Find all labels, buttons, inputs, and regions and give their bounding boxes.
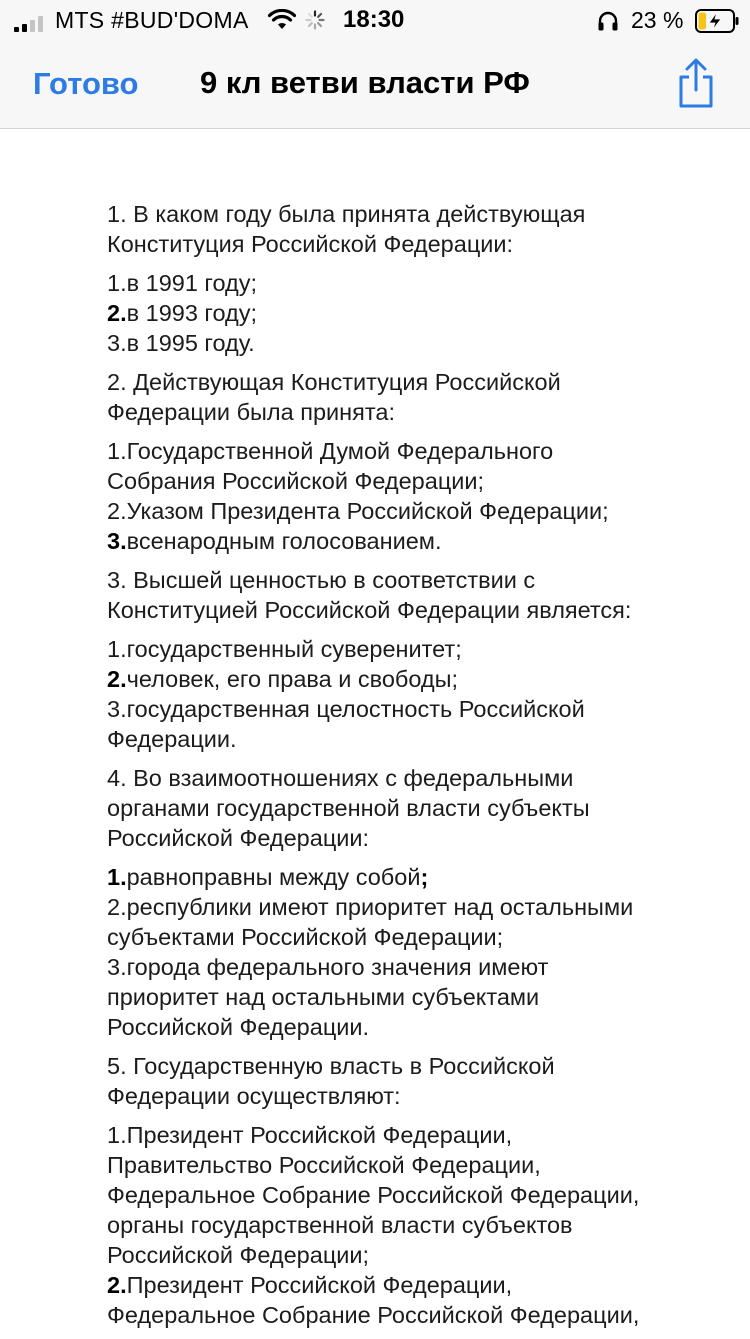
done-button[interactable]: Готово — [33, 66, 139, 101]
question-text: 2. Действующая Конституция Российской Федерации была принята: — [107, 369, 561, 425]
option-number: 1. — [107, 864, 127, 890]
navigation-bar — [0, 42, 750, 129]
answer-option — [107, 634, 717, 664]
option-text: равноправны между собой — [126, 864, 421, 890]
signal-icon — [14, 16, 48, 32]
document-content — [107, 199, 717, 1339]
answer-option — [107, 436, 717, 496]
carrier-name: MTS #BUD'DOMA — [55, 7, 249, 33]
option-text: государственная целостность Российской Федерации. — [107, 696, 585, 752]
option-number: 2. — [107, 666, 127, 692]
answer-option-correct — [107, 862, 717, 892]
answer-option — [107, 952, 717, 1042]
option-text: государственный суверенитет; — [126, 636, 462, 662]
option-number: 3. — [107, 696, 127, 722]
wifi-icon — [268, 9, 296, 31]
question-text: 1. В каком году была принята действующая Конституция Российской Федерации: — [107, 201, 586, 257]
answer-option-correct — [107, 298, 717, 328]
answer-options — [107, 862, 717, 1042]
option-number: 2. — [107, 894, 127, 920]
answer-option — [107, 892, 717, 952]
option-number: 3. — [107, 528, 127, 554]
option-suffix: ; — [420, 864, 429, 890]
option-number: 2. — [107, 498, 127, 524]
option-text: всенародным голосованием. — [126, 528, 442, 554]
status-bar — [0, 0, 750, 42]
activity-spinner-icon — [305, 10, 325, 30]
answer-options — [107, 634, 717, 754]
answer-options — [107, 1120, 717, 1330]
question-text: 3. Высшей ценностью в соответствии с Конституцией Российской Федерации является: — [107, 567, 632, 623]
battery-charging-icon — [695, 9, 739, 33]
option-text: человек, его права и свободы; — [126, 666, 459, 692]
option-text: Президент Российской Федерации, Федеральное Собрание Российской Федерации, — [107, 1272, 640, 1328]
option-text: Президент Российской Федерации, Правительство Российской Федерации, Федеральное Собрание Российской Федерации, органы государственной власти субъектов Российской Федерации; — [107, 1122, 640, 1268]
option-number: 1. — [107, 438, 127, 464]
answer-options — [107, 436, 717, 556]
option-number: 3. — [107, 330, 127, 356]
option-number: 1. — [107, 270, 127, 296]
status-time: 18:30 — [343, 6, 405, 33]
option-text: города федерального значения имеют приоритет над остальными субъектами Российской Федерации. — [107, 954, 549, 1040]
answer-option-correct — [107, 526, 717, 556]
option-text: республики имеют приоритет над остальными субъектами Российской Федерации; — [107, 894, 634, 950]
option-text: Государственной Думой Федерального Собрания Российской Федерации; — [107, 438, 554, 494]
option-number: 2. — [107, 1272, 127, 1298]
headphones-icon — [597, 11, 619, 31]
answer-option — [107, 694, 717, 754]
question-text: 5. Государственную власть в Российской Федерации осуществляют: — [107, 1053, 555, 1109]
answer-option — [107, 328, 717, 358]
option-text: в 1991 году; — [126, 270, 258, 296]
battery-percent: 23 % — [631, 7, 684, 33]
option-text: в 1993 году; — [126, 300, 258, 326]
document-title: 9 кл ветви власти РФ — [200, 65, 530, 100]
option-text: в 1995 году. — [126, 330, 255, 356]
option-number: 2. — [107, 300, 127, 326]
option-text: Указом Президента Российской Федерации; — [126, 498, 609, 524]
answer-option-correct — [107, 664, 717, 694]
answer-option — [107, 496, 717, 526]
answer-option — [107, 268, 717, 298]
answer-options — [107, 268, 717, 358]
question-text: 4. Во взаимоотношениях с федеральными органами государственной власти субъекты Российской Федерации: — [107, 765, 590, 851]
option-number: 1. — [107, 636, 127, 662]
answer-option-correct — [107, 1270, 717, 1330]
answer-option — [107, 1120, 717, 1270]
option-number: 3. — [107, 954, 127, 980]
option-number: 1. — [107, 1122, 127, 1148]
share-icon[interactable] — [674, 57, 718, 109]
